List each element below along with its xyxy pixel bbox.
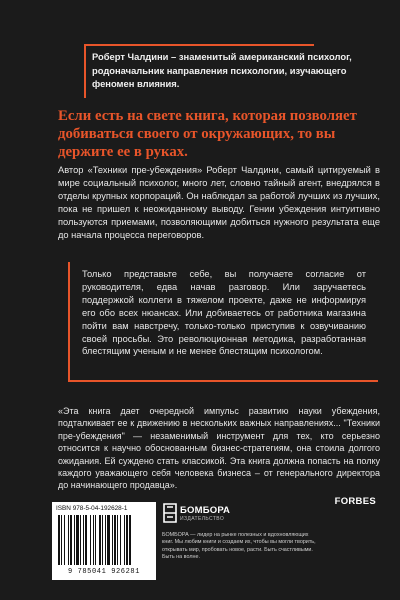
publisher-name: БОМБОРА <box>180 505 231 516</box>
highlight-paragraph: Только представьте себе, вы получаете согласие от руководителя, едва начав разговор. Или заручаетесь поддержкой коллеги в тяжелом проекте, даже не информируя его обо всех нюансах. Или добиваетесь от работника магазина пойти вам навстречу, только-только приступив к озвучиванию своей просьбы. Это революционная методика, разработанная блестящим ученым и не менее блестящим психологом. <box>82 269 366 357</box>
review-quote: «Эта книга дает очередной импульс развитию науки убеждения, подталкивает ее к движению в нескольких важных направлениях... "Техники пре-убеждения" — незаменимый инструмент для тех, кто серьезно относится к научно обоснованным бизнес-стратегиям, она стоила долгого ожидания. Ей суждено стать классикой. Эта книга должна попасть на полку каждого уважающего себя человека бизнеса – от генерального директора до начинающего продавца». <box>58 406 380 491</box>
author-bio: Роберт Чалдини – знаменитый американский психолог, родоначальник направления психологии, изучающего феномен влияния. <box>92 51 352 89</box>
description-paragraph: Автор «Техники пре-убеждения» Роберт Чалдини, самый цитируемый в мире социальный психолог, много лет, словно тайный агент, внедрялся в отделы крупных корпораций. Он наблюдал за работой лучших из лучших, пока не пришел к неожиданному выводу. Гении убеждения интуитивно пользуются приемами, позволяющими добиться нужного результата еще до начала процесса переговоров. <box>58 165 380 240</box>
barcode-number: 9 785041 926281 <box>67 568 140 576</box>
publisher-description: БОМБОРА — лидер на рынке полезных и вдохновляющих книг. Мы любим книги и создаем их, чтобы вы могли творить, открывать мир, пробовать новое, расти. Быть счастливыми. Быть на волне. <box>162 532 316 561</box>
barcode <box>56 515 152 567</box>
bombora-logo-icon <box>162 503 178 523</box>
isbn: ISBN 978-5-04-192628-1 <box>56 505 128 512</box>
quote-source: FORBES <box>334 496 376 507</box>
headline: Если есть на свете книга, которая позволяет добиваться своего от окружающих, то вы держите ее в руках. <box>58 108 357 160</box>
publisher-subtitle: ИЗДАТЕЛЬСТВО <box>180 516 225 522</box>
